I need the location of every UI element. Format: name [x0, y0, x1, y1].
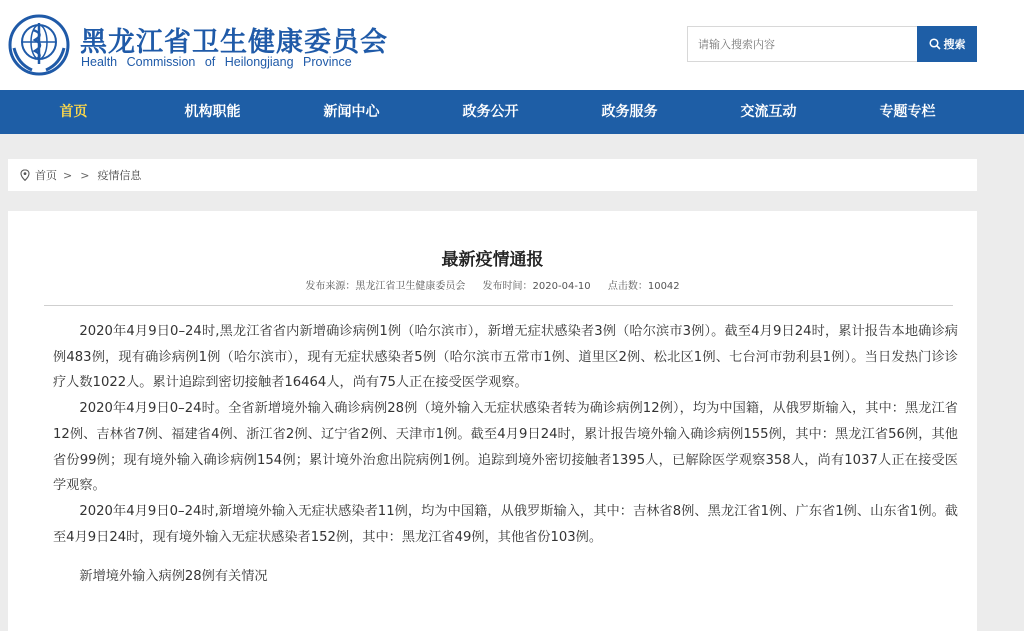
article-panel — [8, 211, 977, 631]
article-source: 发布来源：黑龙江省卫生健康委员会 — [305, 281, 466, 292]
who-emblem-icon[interactable] — [8, 14, 70, 76]
main-nav — [0, 90, 1024, 134]
location-pin-icon — [20, 169, 30, 181]
nav-item-home[interactable]: 首页 — [59, 104, 88, 120]
breadcrumb-home[interactable]: 首页 — [35, 169, 57, 182]
nav-item-organization[interactable]: 机构职能 — [184, 104, 241, 120]
breadcrumb-current[interactable]: 疫情信息 — [97, 169, 142, 182]
article-body — [53, 319, 958, 590]
nav-item-topics[interactable]: 专题专栏 — [879, 104, 936, 120]
nav-item-news[interactable]: 新闻中心 — [323, 104, 380, 120]
nav-item-interaction[interactable]: 交流互动 — [740, 104, 797, 120]
article-meta — [8, 277, 977, 292]
breadcrumb — [8, 159, 977, 191]
search-button-label: 搜索 — [943, 38, 966, 51]
article-divider — [44, 305, 953, 306]
article-paragraph: 2020年4月9日0–24时,新增境外输入无症状感染者11例，均为中国籍，从俄罗斯输入，其中：吉林省8例、黑龙江省1例、广东省1例、山东省1例。截至4月9日24时，现有境外输入无症状感染者152例，其中：黑龙江省49例，其他省份103例。 — [53, 503, 958, 545]
breadcrumb-separator: > — [63, 168, 73, 182]
article-publish-time: 发布时间：2020-04-10 — [482, 281, 591, 292]
search-icon — [929, 38, 941, 50]
site-title-cn[interactable]: 黑龙江省卫生健康委员会 — [80, 27, 388, 58]
nav-item-services[interactable]: 政务服务 — [601, 104, 658, 120]
nav-item-government-affairs[interactable]: 政务公开 — [462, 104, 519, 120]
article-paragraph: 2020年4月9日0–24时,黑龙江省省内新增确诊病例1例（哈尔滨市），新增无症状感染者3例（哈尔滨市3例）。截至4月9日24时，累计报告本地确诊病例483例，现有确诊病例1例（哈尔滨市），现有无症状感染者5例（哈尔滨市五常市1例、道里区2例、松北区1例、七台河市勃利县1例）。当日发热门诊诊疗人数1022人。累计追踪到密切接触者16464人，尚有75人正在接受医学观察。 — [53, 324, 958, 391]
site-header — [0, 0, 1024, 90]
article-subheading: 新增境外输入病例28例有关情况 — [79, 569, 268, 585]
site-title-en: Health Commission of Heilongjiang Province — [81, 55, 352, 69]
search-input[interactable] — [687, 26, 917, 62]
breadcrumb-separator: > — [80, 168, 90, 182]
search-button[interactable] — [917, 26, 977, 62]
article-title: 最新疫情通报 — [441, 250, 544, 270]
article-click-count: 点击数：10042 — [607, 281, 680, 292]
article-paragraph: 2020年4月9日0–24时。全省新增境外输入确诊病例28例（境外输入无症状感染者转为确诊病例12例），均为中国籍，从俄罗斯输入，其中：黑龙江省12例、吉林省7例、福建省4例、浙江省2例、辽宁省2例、天津市1例。截至4月9日24时，累计报告境外输入确诊病例155例，其中：黑龙江省56例，其他省份99例；现有境外输入确诊病例154例；累计境外治愈出院病例1例。追踪到境外密切接触者1395人，已解除医学观察358人，尚有1037人正在接受医学观察。 — [53, 401, 958, 494]
